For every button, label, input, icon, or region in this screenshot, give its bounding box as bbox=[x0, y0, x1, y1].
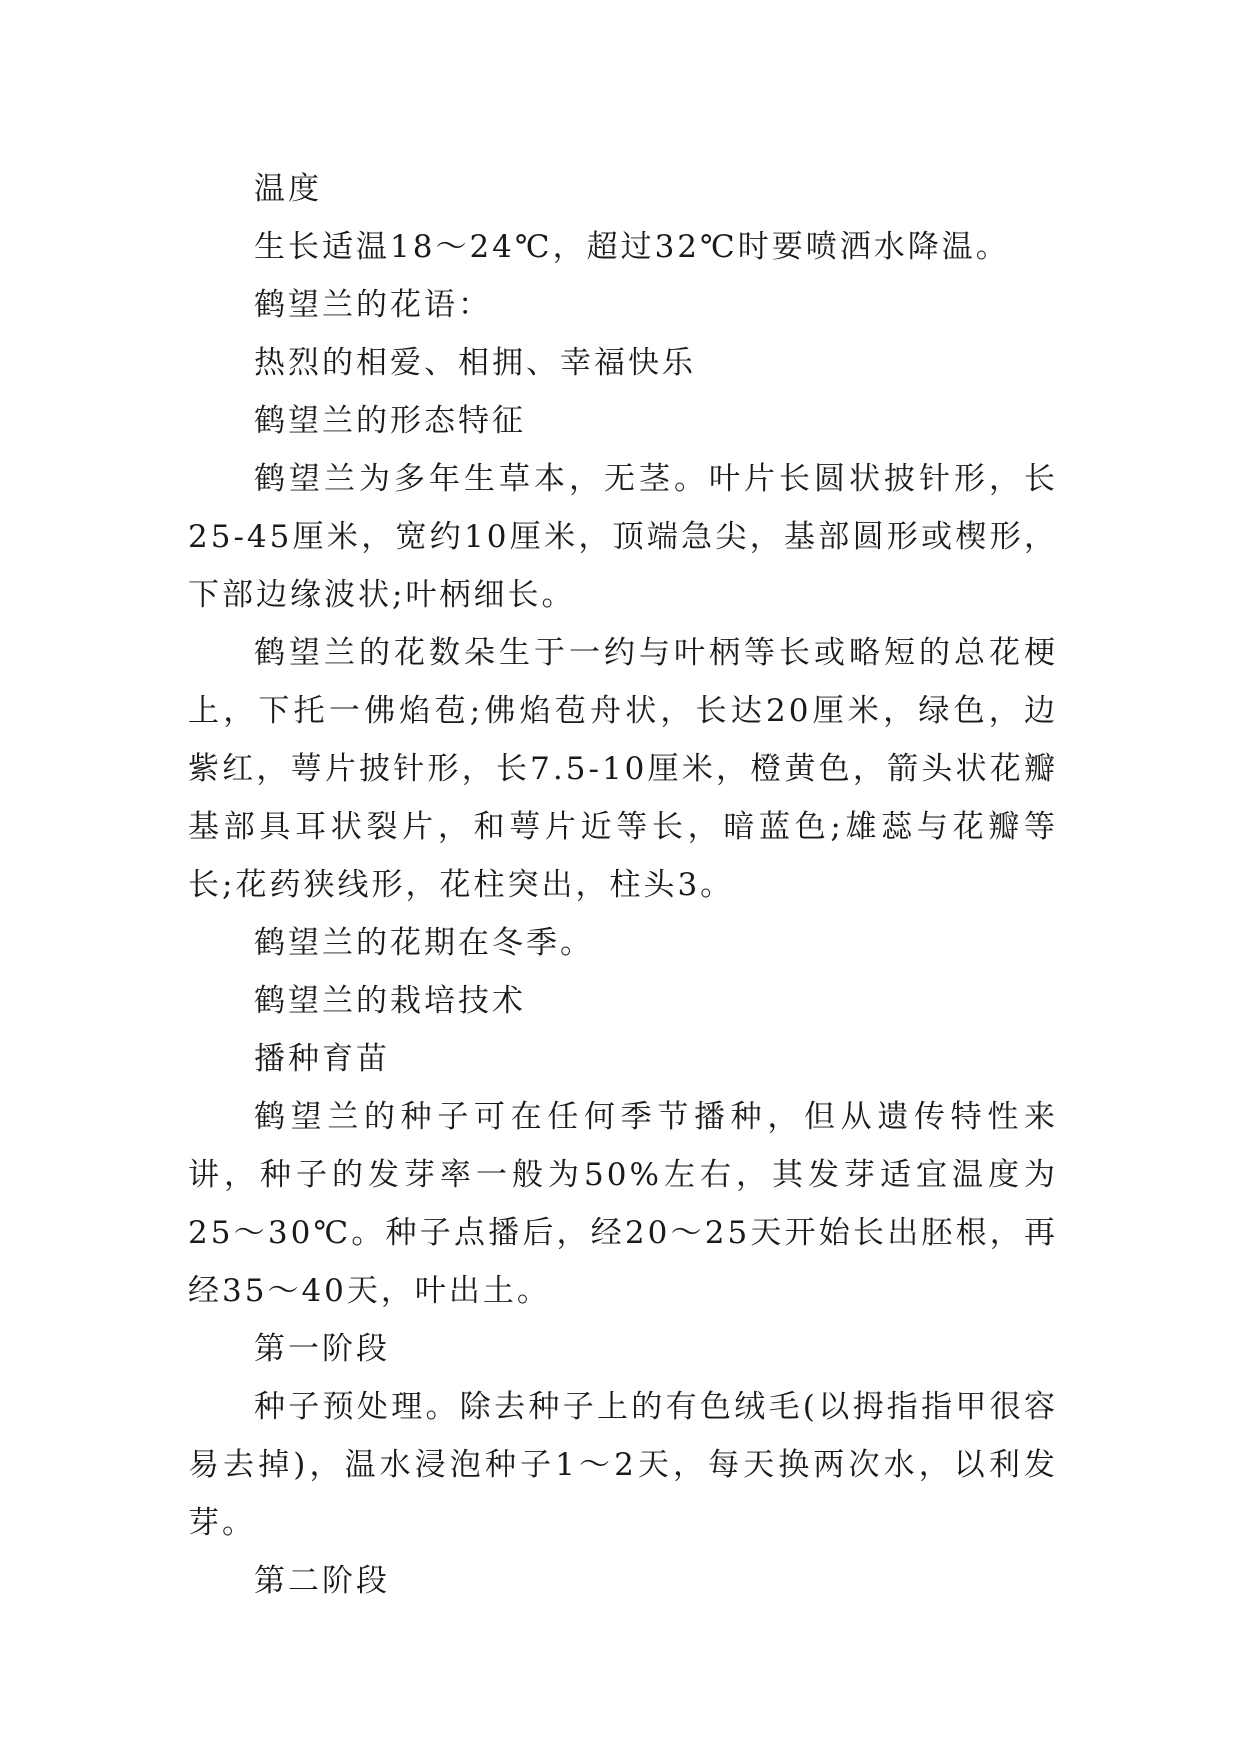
paragraph-heading-stage-one: 第一阶段 bbox=[254, 1331, 390, 1367]
document-body bbox=[188, 160, 1058, 1610]
paragraph-heading-flower-language: 鹤望兰的花语： bbox=[254, 287, 492, 323]
paragraph-flower-language: 热烈的相爱、相拥、幸福快乐 bbox=[254, 345, 696, 381]
paragraph-heading-sowing: 播种育苗 bbox=[254, 1041, 390, 1077]
paragraph-heading-cultivation: 鹤望兰的栽培技术 bbox=[254, 983, 526, 1019]
paragraph-temperature-range: 生长适温18～24℃，超过32℃时要喷洒水降温。 bbox=[254, 229, 1010, 265]
paragraph-heading-temperature: 温度 bbox=[254, 171, 322, 207]
paragraph-flower-description: 鹤望兰的花数朵生于一约与叶柄等长或略短的总花梗上，下托一佛焰苞;佛焰苞舟状，长达20厘米，绿色，边紫红，萼片披针形，长7.5-10厘米，橙黄色，箭头状花瓣基部具耳状裂片，和萼片近等长，暗蓝色;雄蕊与花瓣等长;花药狭线形，花柱突出，柱头3。 bbox=[188, 635, 1058, 903]
paragraph-seed-pretreatment: 种子预处理。除去种子上的有色绒毛(以拇指指甲很容易去掉)，温水浸泡种子1～2天，每天换两次水，以利发芽。 bbox=[188, 1389, 1058, 1541]
paragraph-heading-stage-two: 第二阶段 bbox=[254, 1563, 390, 1599]
paragraph-sowing-description: 鹤望兰的种子可在任何季节播种，但从遗传特性来讲，种子的发芽率一般为50%左右，其发芽适宜温度为25～30℃。种子点播后，经20～25天开始长出胚根，再经35～40天，叶出土。 bbox=[188, 1099, 1058, 1309]
paragraph-heading-morphology: 鹤望兰的形态特征 bbox=[254, 403, 526, 439]
paragraph-leaf-description: 鹤望兰为多年生草本，无茎。叶片长圆状披针形，长25-45厘米，宽约10厘米，顶端急尖，基部圆形或楔形，下部边缘波状;叶柄细长。 bbox=[188, 461, 1058, 613]
paragraph-flowering-period: 鹤望兰的花期在冬季。 bbox=[254, 925, 594, 961]
